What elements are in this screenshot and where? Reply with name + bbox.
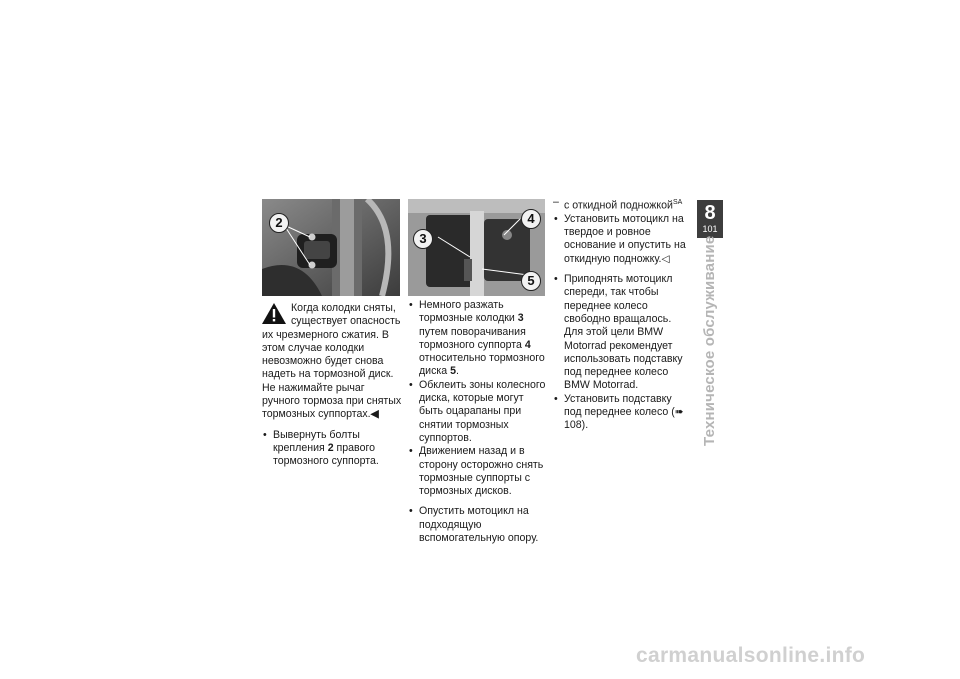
list-item: • Движением назад и в сторону осторожно снять тормозные суппорты с тормозных дисков. <box>408 445 548 498</box>
page-number: 101 <box>702 224 718 234</box>
note-text-body: Не нажимайте рычаг ручного тормоза при снятых тормозных суппортах. <box>262 381 402 421</box>
chapter-number: 8 <box>704 202 716 224</box>
list-item <box>553 393 689 433</box>
list-item <box>262 429 402 469</box>
chapter-title-vertical <box>697 235 723 446</box>
callout-5: 5 <box>521 271 541 291</box>
bullet-text: Установить мотоцикл на твердое и ровное основание и опустить на откидную подножку. <box>564 212 686 265</box>
callout-2: 2 <box>269 213 289 233</box>
bullet-text: . <box>456 365 459 378</box>
caliper-removal-photo <box>408 199 545 296</box>
column-1 <box>262 302 402 469</box>
list-item <box>553 213 689 266</box>
end-mark: ◀ <box>370 408 379 421</box>
list-item: • Опустить мотоцикл на подходящую вспомогательную опору. <box>408 505 548 545</box>
warning-triangle-icon <box>262 303 286 324</box>
ref-number: 3 <box>517 312 524 325</box>
callout-3: 3 <box>413 229 433 249</box>
chapter-tab <box>697 200 723 238</box>
note-text <box>262 382 402 422</box>
watermark: carmanualsonline.info <box>636 644 866 667</box>
option-superscript: SA <box>672 199 683 206</box>
end-mark: ◁ <box>661 252 670 265</box>
bullet-text: путем поворачивания тормозного суппорта <box>419 325 526 351</box>
bullet-text: правого тормозного суппорта. <box>273 441 379 468</box>
bullet-text: Вывернуть болты крепления <box>273 428 360 454</box>
ref-number: 4 <box>524 338 531 351</box>
ref-number: 5 <box>450 365 457 378</box>
option-line <box>553 196 689 213</box>
list-item: • Обклеить зоны колесного диска, которые могут быть оцарапаны при снятии тормозных суппортов. <box>408 379 548 445</box>
ref-number: 2 <box>327 441 334 454</box>
callout-4: 4 <box>521 209 541 229</box>
list-item: • Приподнять мотоцикл спереди, так чтобы переднее колесо свободно вращалось. Для этой цели BMW Motorrad рекомендует использовать подставку под переднее колесо BMW Motorrad. <box>553 273 689 393</box>
column-3 <box>553 196 689 433</box>
column-2 <box>408 299 548 545</box>
caliper-bolts-photo <box>262 199 400 296</box>
bullet-text: Установить подставку под переднее колесо ( <box>564 392 675 418</box>
chapter-title: Техническое обслуживание <box>701 235 718 446</box>
bullet-text: относительно тормозного диска <box>419 352 545 378</box>
bullet-text: 108). <box>564 419 589 432</box>
page-ref-arrow-icon: ➠ <box>674 405 684 418</box>
warning-block <box>262 302 402 382</box>
list-item <box>408 299 548 379</box>
option-text: с откидной подножкой <box>564 199 673 212</box>
warning-text: Когда колодки сняты, существует опасность их чрезмерного сжатия. В этом случае колодки невозможно будет снова надеть на тормозной диск. <box>262 302 401 381</box>
bullet-text: Немного разжать тормозные колодки <box>419 299 518 325</box>
